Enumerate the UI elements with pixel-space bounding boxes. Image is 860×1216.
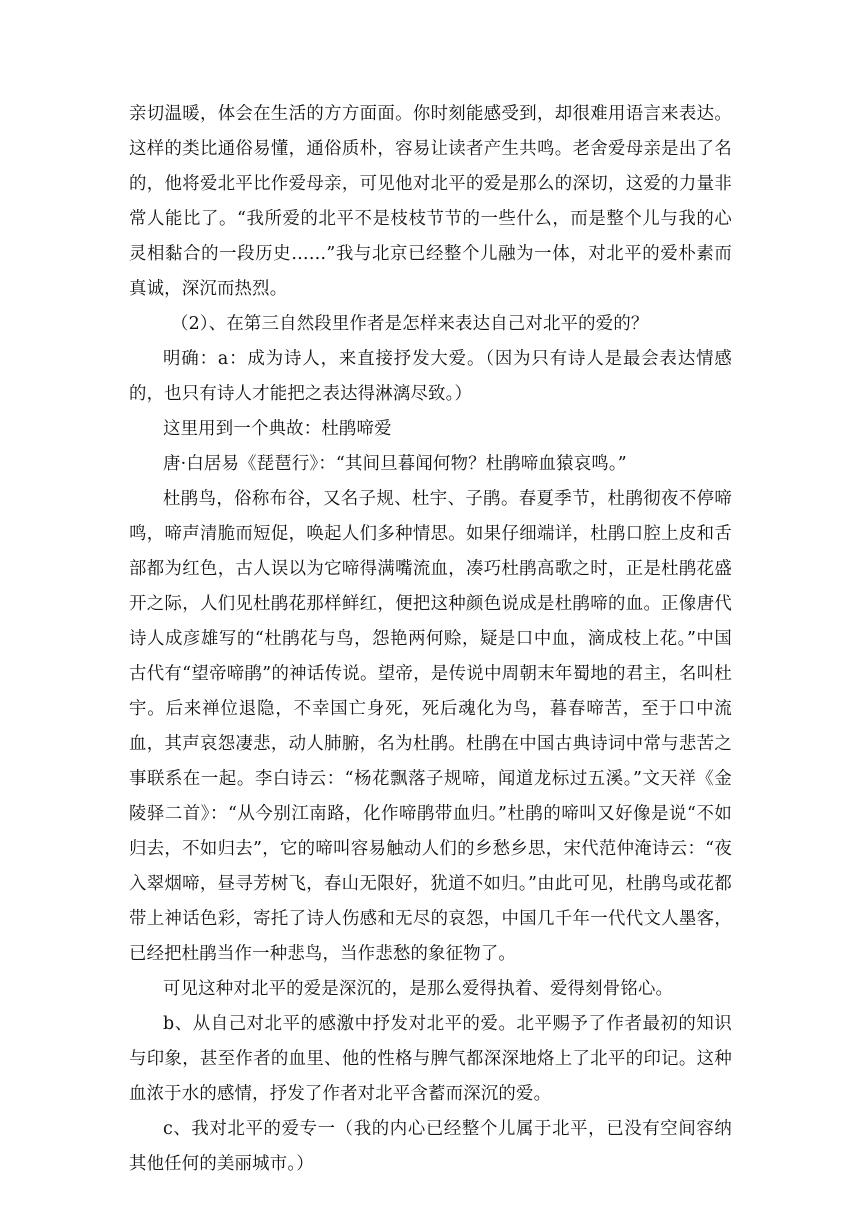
paragraph-answer-b: b、从自己对北平的感激中抒发对北平的爱。北平赐予了作者最初的知识与印象，甚至作者的血里、他的性格与脾气都深深地烙上了北平的印记。这种血浓于水的感情，抒发了作者对北平含蓄而深沉的爱。 <box>129 1014 732 1104</box>
paragraph-poem-quote: 唐·白居易《琵琶行》：“其间旦暮闻何物？杜鹃啼血猿哀鸣。” <box>163 454 627 474</box>
paragraph-cuckoo-explanation: 杜鹃鸟，俗称布谷，又名子规、杜宇、子鹃。春夏季节，杜鹃彻夜不停啼鸣，啼声清脆而短促，唤起人们多种情思。如果仔细端详，杜鹃口腔上皮和舌部都为红色，古人误以为它啼得满嘴流血，凑巧杜鹃高歌之时，正是杜鹃花盛开之际，人们见杜鹃花那样鲜红，便把这种颜色说成是杜鹃啼的血。正像唐代诗人成彦雄写的“杜鹃花与鸟，怨艳两何赊，疑是口中血，滴成枝上花。”中国古代有“望帝啼鹃”的神话传说。望帝，是传说中周朝末年蜀地的君主，名叫杜宇。后来禅位退隐，不幸国亡身死，死后魂化为鸟，暮春啼苦，至于口中流血，其声哀怨凄悲，动人肺腑，名为杜鹃。杜鹃在中国古典诗词中常与悲苦之事联系在一起。李白诗云：“杨花飘落子规啼，闻道龙标过五溪。”文天祥《金陵驿二首》：“从今别江南路，化作啼鹃带血归。”杜鹃的啼叫又好像是说“不如归去，不如归去”，它的啼叫容易触动人们的乡愁乡思，宋代范仲淹诗云：“夜入翠烟啼，昼寻芳树飞，春山无限好，犹道不如归。”由此可见，杜鹃鸟或花都带上神话色彩，寄托了诗人伤感和无尽的哀怨，中国几千年一代代文人墨客，已经把杜鹃当作一种悲鸟，当作悲愁的象征物了。 <box>129 489 732 964</box>
paragraph-conclusion: 可见这种对北平的爱是深沉的，是那么爱得执着、爱得刻骨铭心。 <box>163 979 674 999</box>
paragraph-continuation: 亲切温暖，体会在生活的方方面面。你时刻能感受到，却很难用语言来表达。这样的类比通俗易懂，通俗质朴，容易让读者产生共鸣。老舍爱母亲是出了名的，他将爱北平比作爱母亲，可见他对北平的爱是那么的深切，这爱的力量非常人能比了。“我所爱的北平不是枝枝节节的一些什么，而是整个儿与我的心灵相黏合的一段历史……”我与北京已经整个儿融为一体，对北平的爱朴素而真诚，深沉而热烈。 <box>129 104 732 299</box>
paragraph-question-2: （2）、在第三自然段里作者是怎样来表达自己对北平的爱的？ <box>171 314 649 334</box>
paragraph-answer-a: 明确：a：成为诗人，来直接抒发大爱。（因为只有诗人是最会表达情感的，也只有诗人才能把之表达得淋漓尽致。） <box>129 349 732 404</box>
paragraph-allusion-intro: 这里用到一个典故：杜鹃啼爱 <box>163 419 392 439</box>
document-page <box>129 97 732 1182</box>
paragraph-answer-c: c、我对北平的爱专一（我的内心已经整个儿属于北平，已没有空间容纳其他任何的美丽城市。） <box>129 1119 732 1174</box>
